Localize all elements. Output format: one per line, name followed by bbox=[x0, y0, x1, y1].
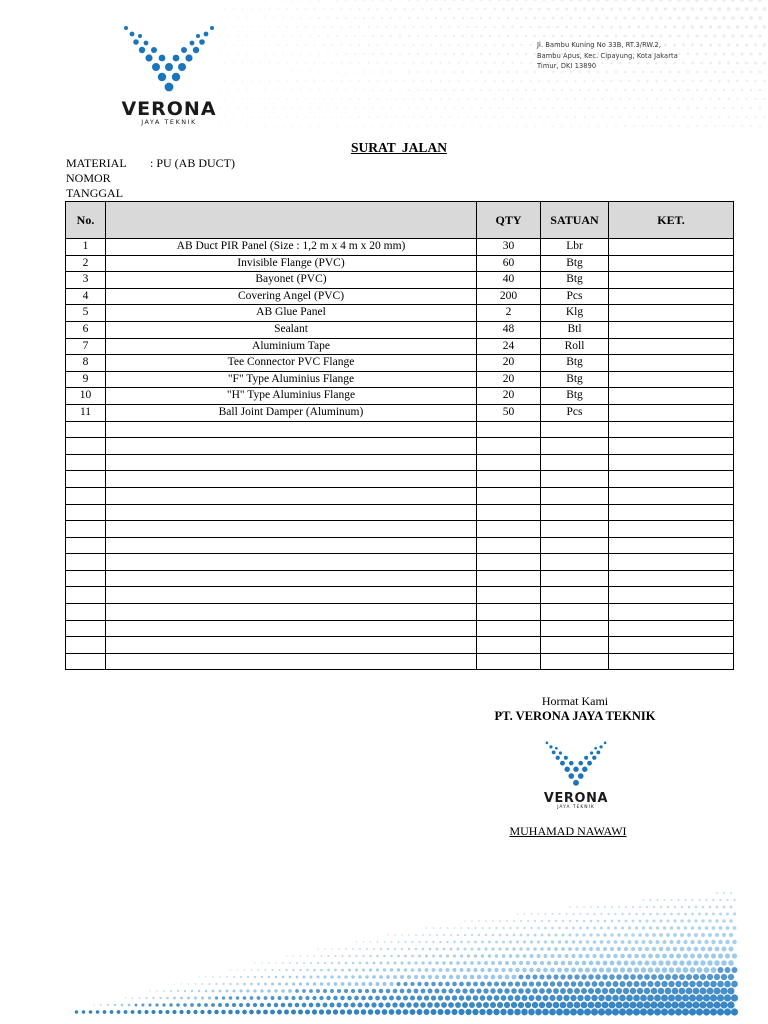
cell-qty bbox=[477, 487, 541, 504]
cell-no bbox=[66, 604, 106, 621]
table-row bbox=[66, 637, 734, 654]
document-meta bbox=[66, 156, 236, 201]
cell-no bbox=[66, 554, 106, 571]
cell-no: 1 bbox=[66, 239, 106, 256]
table-row bbox=[66, 438, 734, 455]
meta-nomor-row bbox=[66, 171, 127, 186]
cell-ket bbox=[609, 272, 734, 289]
stamp-tagline-text: JAYA TEKNIK bbox=[557, 804, 595, 810]
cell-no: 8 bbox=[66, 355, 106, 372]
address-line-3: Timur, DKI 13890 bbox=[537, 62, 597, 70]
header-satuan: SATUAN bbox=[541, 202, 609, 239]
header-qty: QTY bbox=[477, 202, 541, 239]
cell-description bbox=[106, 554, 477, 571]
table-row bbox=[66, 521, 734, 538]
cell-qty bbox=[477, 587, 541, 604]
cell-qty: 200 bbox=[477, 288, 541, 305]
cell-description bbox=[106, 438, 477, 455]
cell-no: 5 bbox=[66, 305, 106, 322]
company-address bbox=[537, 40, 697, 72]
cell-description: AB Glue Panel bbox=[106, 305, 477, 322]
cell-ket bbox=[609, 471, 734, 488]
cell-qty bbox=[477, 471, 541, 488]
cell-ket bbox=[609, 388, 734, 405]
cell-description: Bayonet (PVC) bbox=[106, 272, 477, 289]
cell-description bbox=[106, 537, 477, 554]
cell-satuan bbox=[541, 653, 609, 670]
nomor-label: NOMOR bbox=[66, 171, 111, 185]
cell-ket bbox=[609, 454, 734, 471]
cell-description bbox=[106, 620, 477, 637]
cell-ket bbox=[609, 321, 734, 338]
cell-ket bbox=[609, 305, 734, 322]
document-title: SURAT JALAN bbox=[351, 140, 447, 155]
cell-description bbox=[106, 487, 477, 504]
cell-no: 2 bbox=[66, 255, 106, 272]
address-line-1: Jl. Bambu Kuning No 33B, RT.3/RW.2, bbox=[537, 41, 662, 49]
tanggal-label: TANGGAL bbox=[66, 186, 124, 200]
cell-no: 3 bbox=[66, 272, 106, 289]
cell-no bbox=[66, 637, 106, 654]
cell-description: "H" Type Aluminius Flange bbox=[106, 388, 477, 405]
cell-no: 10 bbox=[66, 388, 106, 405]
cell-description: "F" Type Aluminius Flange bbox=[106, 371, 477, 388]
logo-dots-icon bbox=[124, 26, 214, 91]
cell-ket bbox=[609, 239, 734, 256]
cell-no: 9 bbox=[66, 371, 106, 388]
cell-qty: 2 bbox=[477, 305, 541, 322]
logo-tagline-text: JAYA TEKNIK bbox=[141, 118, 197, 126]
cell-ket bbox=[609, 371, 734, 388]
cell-qty: 20 bbox=[477, 355, 541, 372]
cell-no bbox=[66, 653, 106, 670]
cell-ket bbox=[609, 438, 734, 455]
table-row bbox=[66, 471, 734, 488]
material-label: MATERIAL bbox=[66, 156, 127, 170]
cell-no: 11 bbox=[66, 404, 106, 421]
cell-qty: 48 bbox=[477, 321, 541, 338]
table-row bbox=[66, 653, 734, 670]
cell-ket bbox=[609, 620, 734, 637]
cell-description: Aluminium Tape bbox=[106, 338, 477, 355]
cell-description: Invisible Flange (PVC) bbox=[106, 255, 477, 272]
signature-greeting: Hormat Kami bbox=[541, 694, 609, 708]
meta-tanggal-row bbox=[66, 186, 127, 201]
table-row bbox=[66, 587, 734, 604]
cell-no bbox=[66, 570, 106, 587]
cell-no bbox=[66, 438, 106, 455]
cell-satuan bbox=[541, 554, 609, 571]
table-row bbox=[66, 371, 734, 388]
cell-qty bbox=[477, 620, 541, 637]
table-row bbox=[66, 404, 734, 421]
signature-block bbox=[470, 694, 680, 724]
address-line-2: Bambu Apus, Kec. Cipayung, Kota Jakarta bbox=[537, 51, 678, 60]
cell-satuan: Roll bbox=[541, 338, 609, 355]
table-row bbox=[66, 570, 734, 587]
items-table bbox=[65, 201, 734, 670]
cell-qty: 20 bbox=[477, 371, 541, 388]
cell-satuan bbox=[541, 587, 609, 604]
cell-no bbox=[66, 521, 106, 538]
verona-stamp-logo-icon bbox=[532, 737, 620, 811]
cell-ket bbox=[609, 421, 734, 438]
cell-ket bbox=[609, 255, 734, 272]
cell-ket bbox=[609, 404, 734, 421]
cell-no bbox=[66, 537, 106, 554]
cell-ket bbox=[609, 637, 734, 654]
items-table-body bbox=[66, 239, 734, 670]
cell-qty bbox=[477, 637, 541, 654]
table-row bbox=[66, 620, 734, 637]
cell-satuan: Btl bbox=[541, 321, 609, 338]
cell-description: Ball Joint Damper (Aluminum) bbox=[106, 404, 477, 421]
cell-ket bbox=[609, 587, 734, 604]
table-row bbox=[66, 554, 734, 571]
cell-ket bbox=[609, 504, 734, 521]
logo-brand-text: VERONA bbox=[121, 98, 217, 120]
table-row bbox=[66, 454, 734, 471]
table-row bbox=[66, 388, 734, 405]
material-value: : PU (AB DUCT) bbox=[150, 156, 236, 170]
cell-no bbox=[66, 421, 106, 438]
cell-ket bbox=[609, 604, 734, 621]
header-ket: KET. bbox=[609, 202, 734, 239]
cell-qty bbox=[477, 604, 541, 621]
cell-no: 6 bbox=[66, 321, 106, 338]
cell-description bbox=[106, 637, 477, 654]
cell-satuan bbox=[541, 487, 609, 504]
verona-logo-icon bbox=[104, 22, 234, 126]
cell-description bbox=[106, 454, 477, 471]
cell-qty: 20 bbox=[477, 388, 541, 405]
cell-satuan: Btg bbox=[541, 388, 609, 405]
cell-description bbox=[106, 471, 477, 488]
cell-description bbox=[106, 570, 477, 587]
cell-satuan bbox=[541, 604, 609, 621]
cell-satuan bbox=[541, 521, 609, 538]
cell-no bbox=[66, 587, 106, 604]
cell-description bbox=[106, 653, 477, 670]
cell-satuan bbox=[541, 570, 609, 587]
cell-satuan bbox=[541, 537, 609, 554]
cell-qty bbox=[477, 438, 541, 455]
table-row bbox=[66, 537, 734, 554]
cell-no: 4 bbox=[66, 288, 106, 305]
cell-ket bbox=[609, 537, 734, 554]
cell-satuan: Pcs bbox=[541, 288, 609, 305]
cell-no: 7 bbox=[66, 338, 106, 355]
cell-description: Sealant bbox=[106, 321, 477, 338]
cell-satuan bbox=[541, 454, 609, 471]
cell-qty bbox=[477, 521, 541, 538]
cell-description bbox=[106, 504, 477, 521]
cell-no bbox=[66, 487, 106, 504]
cell-description bbox=[106, 421, 477, 438]
cell-satuan: Btg bbox=[541, 272, 609, 289]
table-row bbox=[66, 305, 734, 322]
cell-satuan: Pcs bbox=[541, 404, 609, 421]
cell-description bbox=[106, 604, 477, 621]
cell-qty: 24 bbox=[477, 338, 541, 355]
table-row bbox=[66, 255, 734, 272]
cell-qty: 60 bbox=[477, 255, 541, 272]
cell-satuan: Btg bbox=[541, 355, 609, 372]
stamp-logo-dots-icon bbox=[546, 742, 607, 786]
table-row bbox=[66, 487, 734, 504]
cell-ket bbox=[609, 570, 734, 587]
header-description bbox=[106, 202, 477, 239]
cell-ket bbox=[609, 554, 734, 571]
table-row bbox=[66, 239, 734, 256]
cell-satuan: Btg bbox=[541, 255, 609, 272]
cell-qty bbox=[477, 504, 541, 521]
cell-qty bbox=[477, 570, 541, 587]
table-row bbox=[66, 272, 734, 289]
table-row bbox=[66, 421, 734, 438]
cell-description: Covering Angel (PVC) bbox=[106, 288, 477, 305]
cell-satuan bbox=[541, 637, 609, 654]
cell-no bbox=[66, 454, 106, 471]
cell-qty bbox=[477, 653, 541, 670]
cell-description: Tee Connector PVC Flange bbox=[106, 355, 477, 372]
table-row bbox=[66, 321, 734, 338]
cell-satuan bbox=[541, 620, 609, 637]
cell-ket bbox=[609, 288, 734, 305]
cell-qty bbox=[477, 537, 541, 554]
cell-satuan: Lbr bbox=[541, 239, 609, 256]
table-row bbox=[66, 604, 734, 621]
cell-ket bbox=[609, 521, 734, 538]
cell-satuan bbox=[541, 438, 609, 455]
signature-company: PT. VERONA JAYA TEKNIK bbox=[494, 709, 656, 723]
cell-qty bbox=[477, 421, 541, 438]
cell-qty: 30 bbox=[477, 239, 541, 256]
cell-satuan bbox=[541, 421, 609, 438]
cell-satuan bbox=[541, 471, 609, 488]
cell-satuan: Klg bbox=[541, 305, 609, 322]
header-no: No. bbox=[66, 202, 106, 239]
cell-ket bbox=[609, 355, 734, 372]
table-row bbox=[66, 288, 734, 305]
cell-ket bbox=[609, 487, 734, 504]
cell-no bbox=[66, 471, 106, 488]
cell-qty: 40 bbox=[477, 272, 541, 289]
cell-no bbox=[66, 620, 106, 637]
cell-description bbox=[106, 587, 477, 604]
table-row bbox=[66, 504, 734, 521]
cell-description bbox=[106, 521, 477, 538]
meta-material-row bbox=[66, 156, 236, 171]
table-row bbox=[66, 338, 734, 355]
items-table-header bbox=[66, 202, 734, 239]
cell-description: AB Duct PIR Panel (Size : 1,2 m x 4 m x 20 mm) bbox=[106, 239, 477, 256]
table-row bbox=[66, 355, 734, 372]
cell-ket bbox=[609, 338, 734, 355]
cell-qty: 50 bbox=[477, 404, 541, 421]
cell-ket bbox=[609, 653, 734, 670]
cell-satuan bbox=[541, 504, 609, 521]
signer-name: MUHAMAD NAWAWI bbox=[509, 824, 627, 838]
cell-qty bbox=[477, 554, 541, 571]
cell-no bbox=[66, 504, 106, 521]
cell-satuan: Btg bbox=[541, 371, 609, 388]
cell-qty bbox=[477, 454, 541, 471]
stamp-brand-text: VERONA bbox=[543, 790, 609, 806]
